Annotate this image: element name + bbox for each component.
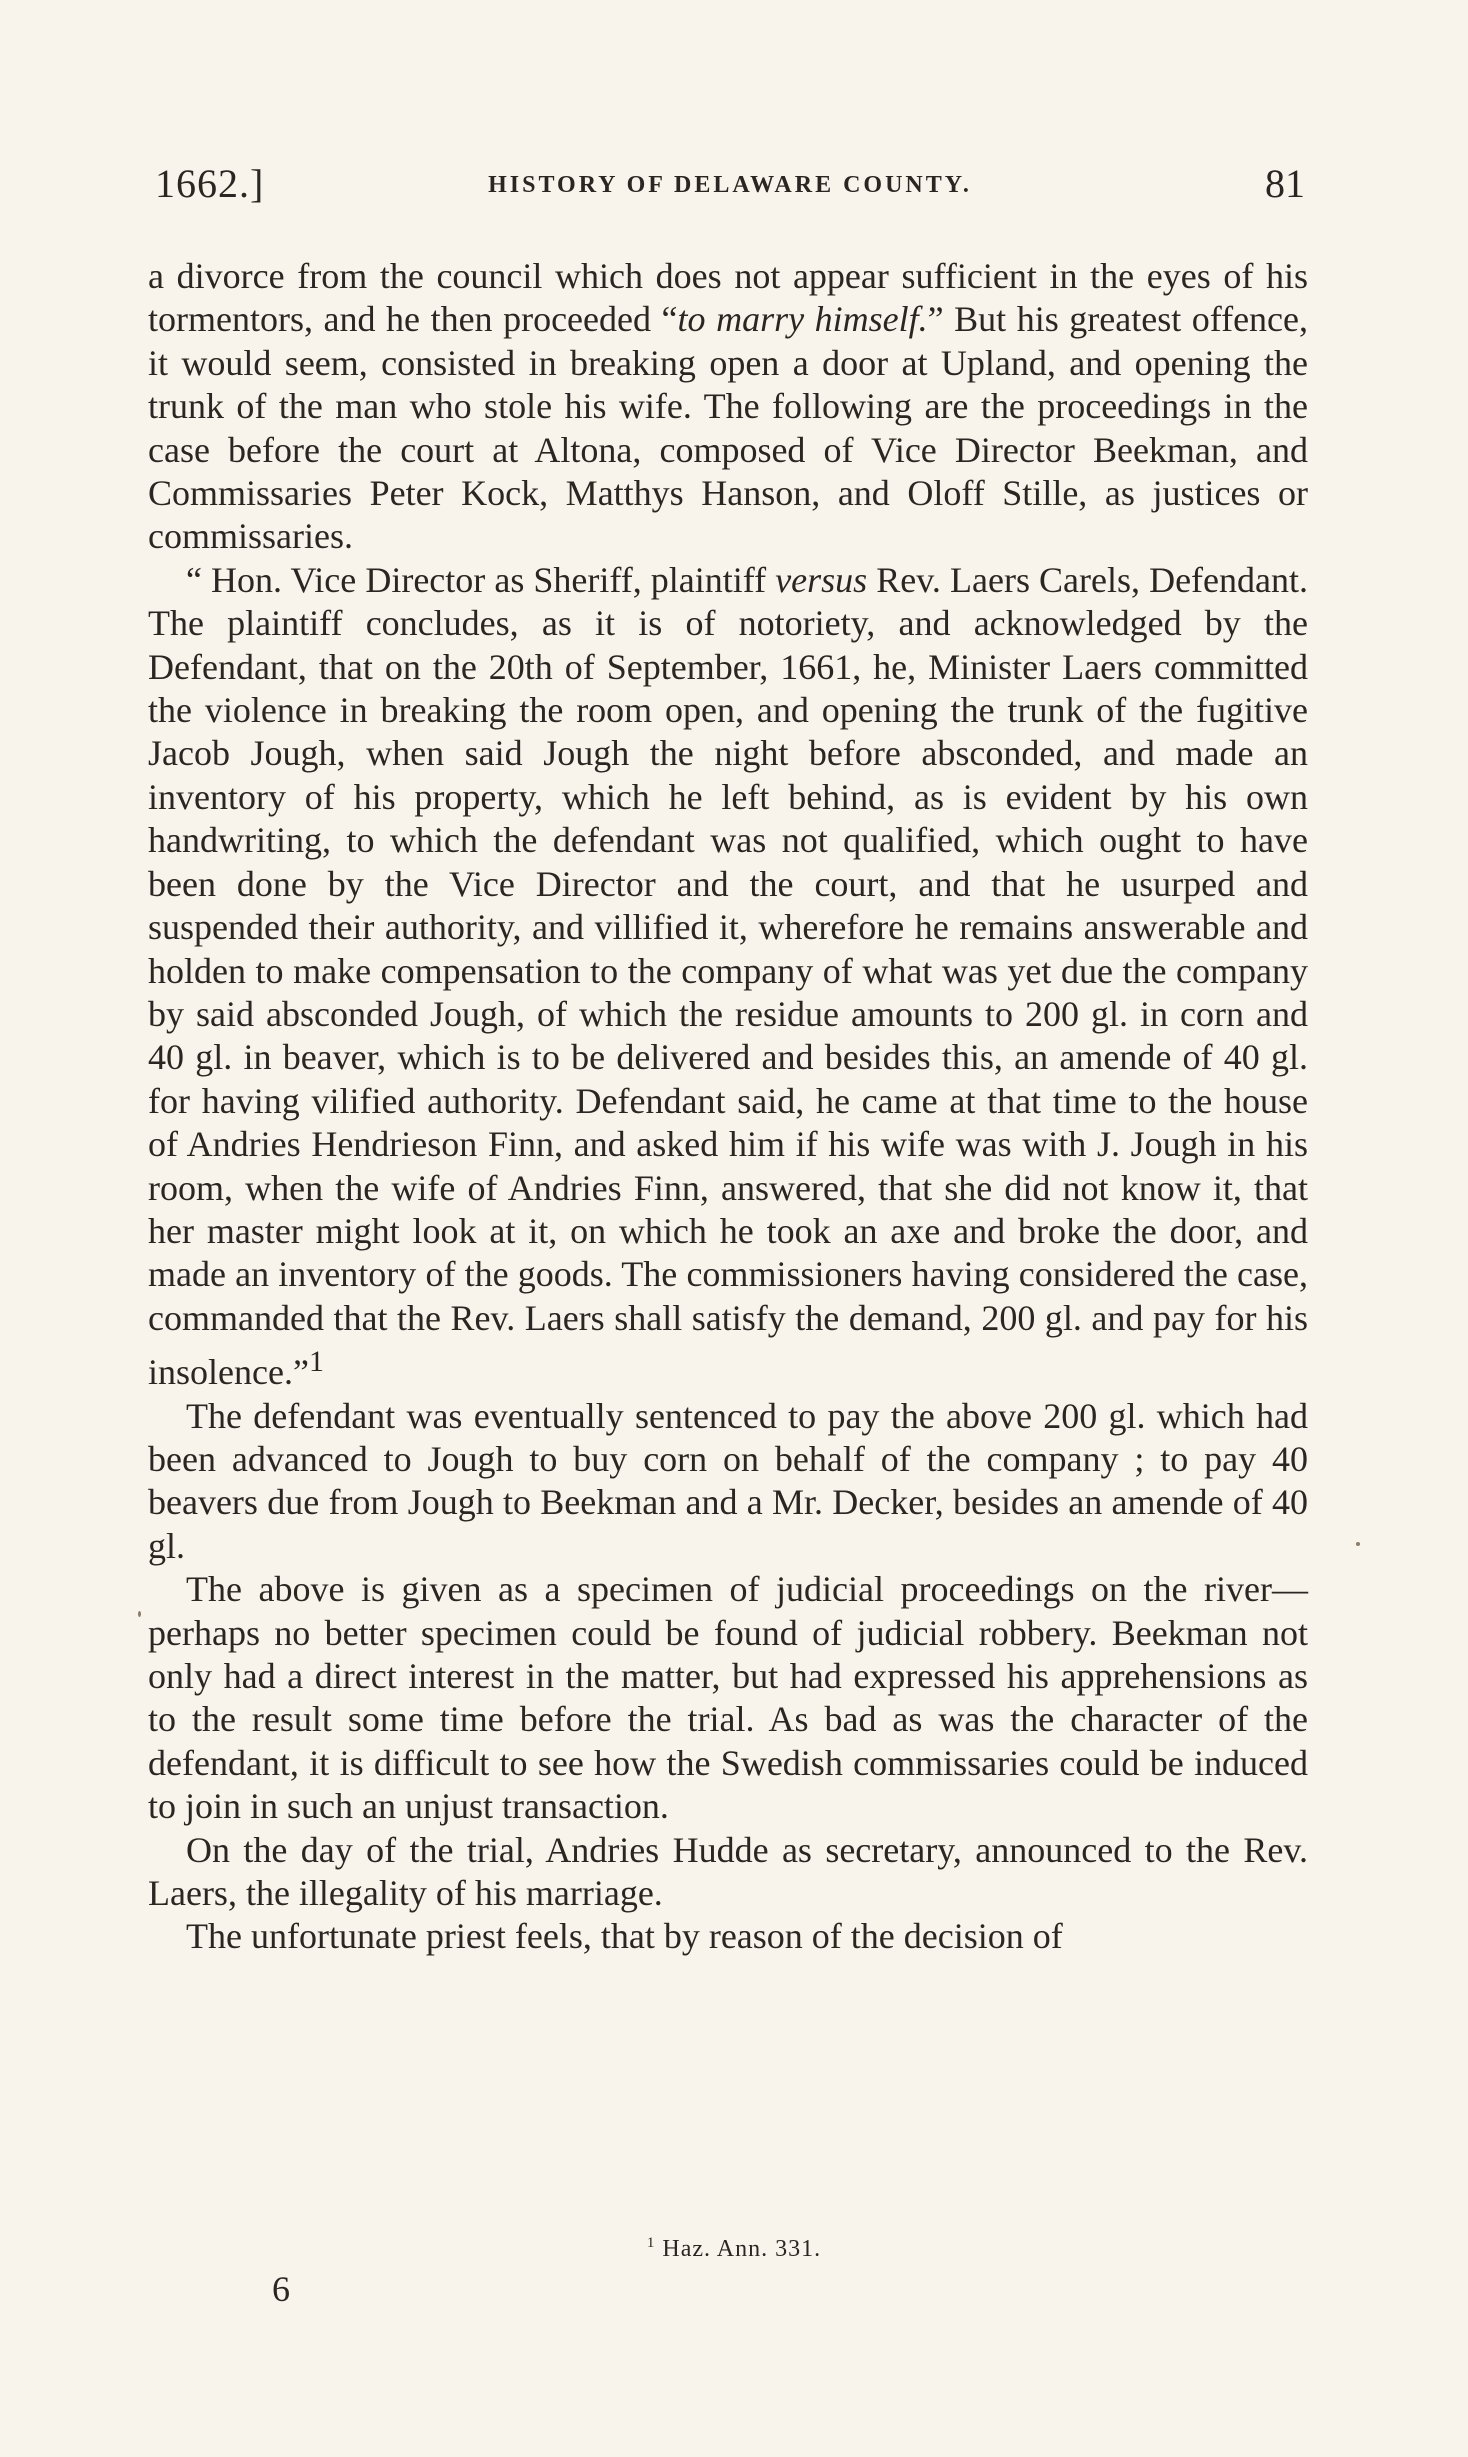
footnote-reference: 1 <box>308 1345 324 1379</box>
header-title: HISTORY OF DELAWARE COUNTY. <box>488 172 972 198</box>
body-text <box>148 255 1308 1959</box>
ink-speck <box>138 1611 141 1617</box>
paragraph-4: The above is given as a specimen of judicial proceedings on the river—perhaps no better specimen could be found of judicial robbery. Beekman not only had a direct interest in the matter, but had expressed his apprehensions as to the result some time before the trial. As bad as was the character of the defendant, it is difficult to see how the Swedish commissaries could be induced to join in such an unjust transaction. <box>148 1569 1308 1827</box>
paragraph-1-text-a: a divorce from the council which does not appear sufficient in the eyes of his tormentors, and he then proceeded “ <box>148 256 1308 340</box>
footnote-marker: 1 <box>646 2235 656 2251</box>
paragraph-2-text-a: “ Hon. Vice Director as Sheriff, plaintiff <box>186 559 776 600</box>
footnote-text: Haz. Ann. 331. <box>655 2236 822 2262</box>
paragraph-2-text-b: Rev. Laers Carels, Defendant. The plaintiff concludes, as it is of notoriety, and acknowledged by the Defendant, that on the 20th of September, 1661, he, Minister Laers committed the violence in breaking the room open, and opening the trunk of the fugitive Jacob Jough, when said Jough the night before absconded, and made an inventory of his property, which he left behind, as is evident by his own handwriting, to which the defendant was not qualified, which ought to have been done by the Vice Director and the court, and that he usurped and suspended their authority, and villified it, wherefore he remains answerable and holden to make compensation to the company of what was yet due the company by said absconded Jough, of which the residue amounts to 200 gl. in corn and 40 gl. in beaver, which is to be delivered and besides this, an amende of 40 gl. for having vilified authority. Defendant said, he came at that time to the house of Andries Hendrieson Finn, and asked him if his wife was with J. Jough in his room, when the wife of Andries Finn, answered, that she did not know it, that her master might look at it, on which he took an axe and broke the door, and made an inventory of the goods. The commissioners having considered the case, commanded that the Rev. Laers shall satisfy the demand, 200 gl. and pay for his insolence.” <box>148 559 1308 1393</box>
paragraph-6: The unfortunate priest feels, that by reason of the decision of <box>186 1916 1063 1957</box>
paragraph-5: On the day of the trial, Andries Hudde as secretary, announced to the Rev. Laers, the illegality of his marriage. <box>148 1829 1308 1914</box>
paragraph-2 <box>148 559 1308 1395</box>
paragraph-1-italic: to marry himself. <box>677 299 928 340</box>
paragraph-1 <box>148 255 1308 559</box>
paragraph-3: The defendant was eventually sentenced to pay the above 200 gl. which had been advanced to Jough to buy corn on behalf of the company ; to pay 40 beavers due from Jough to Beekman and a Mr. Decker, besides an amende of 40 gl. <box>148 1395 1308 1566</box>
paragraph-2-italic: versus <box>775 559 868 600</box>
footnote <box>0 2235 1468 2263</box>
signature-mark: 6 <box>272 2269 290 2309</box>
paragraph-1-text-b: ” But his greatest offence, it would seem, consisted in breaking open a door at Upland, and opening the trunk of the man who stole his wife. The following are the proceedings in the case before the court at Altona, composed of Vice Director Beekman, and Commissaries Peter Kock, Matthys Hanson, and Oloff Stille, as justices or commissaries. <box>148 299 1309 557</box>
running-header <box>155 160 1305 216</box>
page-number: 81 <box>1265 161 1305 206</box>
ink-speck <box>1356 1542 1360 1546</box>
header-year: 1662.] <box>155 161 265 206</box>
